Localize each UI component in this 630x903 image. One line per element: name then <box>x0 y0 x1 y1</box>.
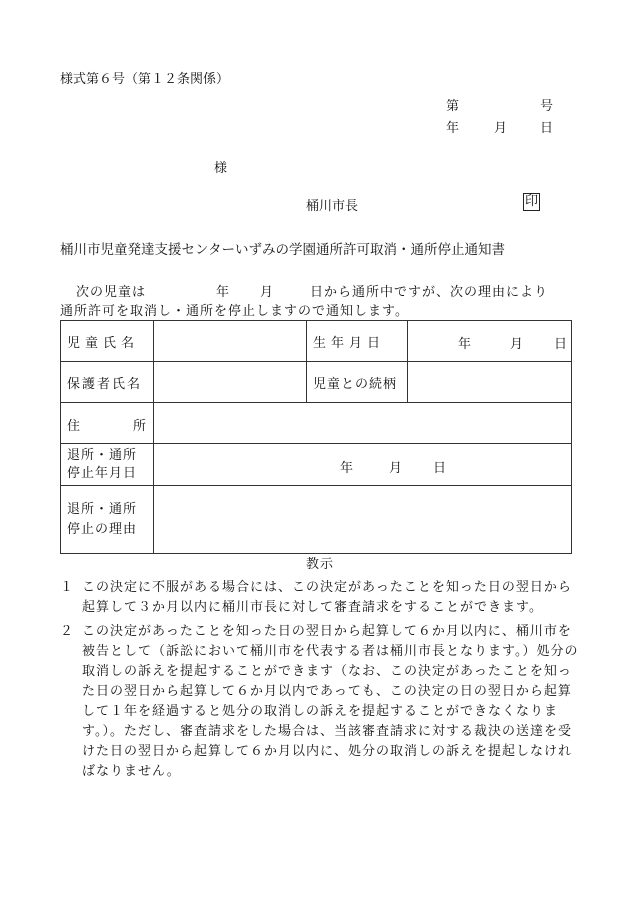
intro-line2: 通所許可を取消し・通所を停止しますので通知します。 <box>60 304 409 319</box>
value-address <box>154 403 572 444</box>
intro-text1: 次の児童は <box>76 285 147 300</box>
label-stop-date <box>61 444 154 486</box>
value-guardian-name <box>154 362 307 403</box>
intro-paragraph <box>60 283 580 321</box>
issue-year: 年 <box>446 121 460 136</box>
label-child-name: 児童氏名 <box>61 321 154 362</box>
issuer-name: 桶川市長 <box>306 199 359 214</box>
intro-year: 年 <box>216 285 231 300</box>
notice-heading: 教示 <box>305 557 334 572</box>
birth-year-label: 年 <box>458 337 472 352</box>
stop-date-label-line1: 退所・通所 <box>67 447 138 463</box>
notice-item-1 <box>60 578 580 618</box>
value-stop-date <box>154 444 572 486</box>
doc-number-prefix: 第 <box>446 99 460 114</box>
birth-day-label: 日 <box>554 337 568 352</box>
intro-month: 月 <box>260 285 275 300</box>
issue-month: 月 <box>494 121 508 136</box>
notice-item-1-number: １ <box>60 580 75 595</box>
value-birth-date <box>408 321 572 362</box>
stop-month-label: 月 <box>389 460 403 476</box>
label-reason <box>61 486 154 554</box>
value-child-name <box>154 321 307 362</box>
value-relationship <box>408 362 572 403</box>
stop-day-label: 日 <box>433 460 447 476</box>
stop-date-label-line2: 停止年月日 <box>67 465 138 481</box>
address-label-part2: 所 <box>133 419 147 434</box>
notice-item-2-text: この決定があったことを知った日の翌日から起算して６か月以内に、桶川市を被告として（訴訟において桶川市を代表する者は桶川市長となります。）処分の取消しの訴えを提起することができます（なお、この決定があったことを知った日の翌日から起算して６か月以内であっても、この決定の日の翌日から起算して１年を経過すると処分の取消しの訴えを提起することができなくなります。）。ただし、審査請求をした場合は、当該審査請求に対する裁決の送達を受けた日の翌日から起算して６か月以内に、処分の取消しの訴えを提起しなければなりません。 <box>82 624 579 779</box>
intro-text2: 日から通所中ですが、次の理由により <box>310 285 549 300</box>
form-label: 様式第６号（第１２条関係） <box>60 72 230 87</box>
addressee-suffix: 様 <box>214 161 228 176</box>
seal-mark: 印 <box>525 194 539 209</box>
notice-item-2-number: ２ <box>60 624 75 639</box>
notice-item-2 <box>60 622 580 782</box>
birth-month-label: 月 <box>510 337 524 352</box>
value-reason <box>154 486 572 554</box>
reason-label-line1: 退所・通所 <box>67 501 138 517</box>
stop-year-label: 年 <box>340 460 354 476</box>
label-relationship: 児童との続柄 <box>307 362 408 403</box>
notification-form-table <box>60 320 572 554</box>
notice-section <box>60 556 580 786</box>
label-birth-date: 生年月日 <box>307 321 408 362</box>
label-guardian-name: 保護者氏名 <box>61 362 154 403</box>
notice-item-1-text: この決定に不服がある場合には、この決定があったことを知った日の翌日から起算して３か月以内に桶川市長に対して審査請求をすることができます。 <box>82 580 572 615</box>
reason-label-line2: 停止の理由 <box>67 521 138 537</box>
document-title: 桶川市児童発達支援センターいずみの学園通所許可取消・通所停止通知書 <box>60 242 505 258</box>
address-label-part1: 住 <box>67 419 81 434</box>
label-address <box>61 403 154 444</box>
doc-number-suffix: 号 <box>540 99 554 114</box>
issue-day: 日 <box>540 121 554 136</box>
